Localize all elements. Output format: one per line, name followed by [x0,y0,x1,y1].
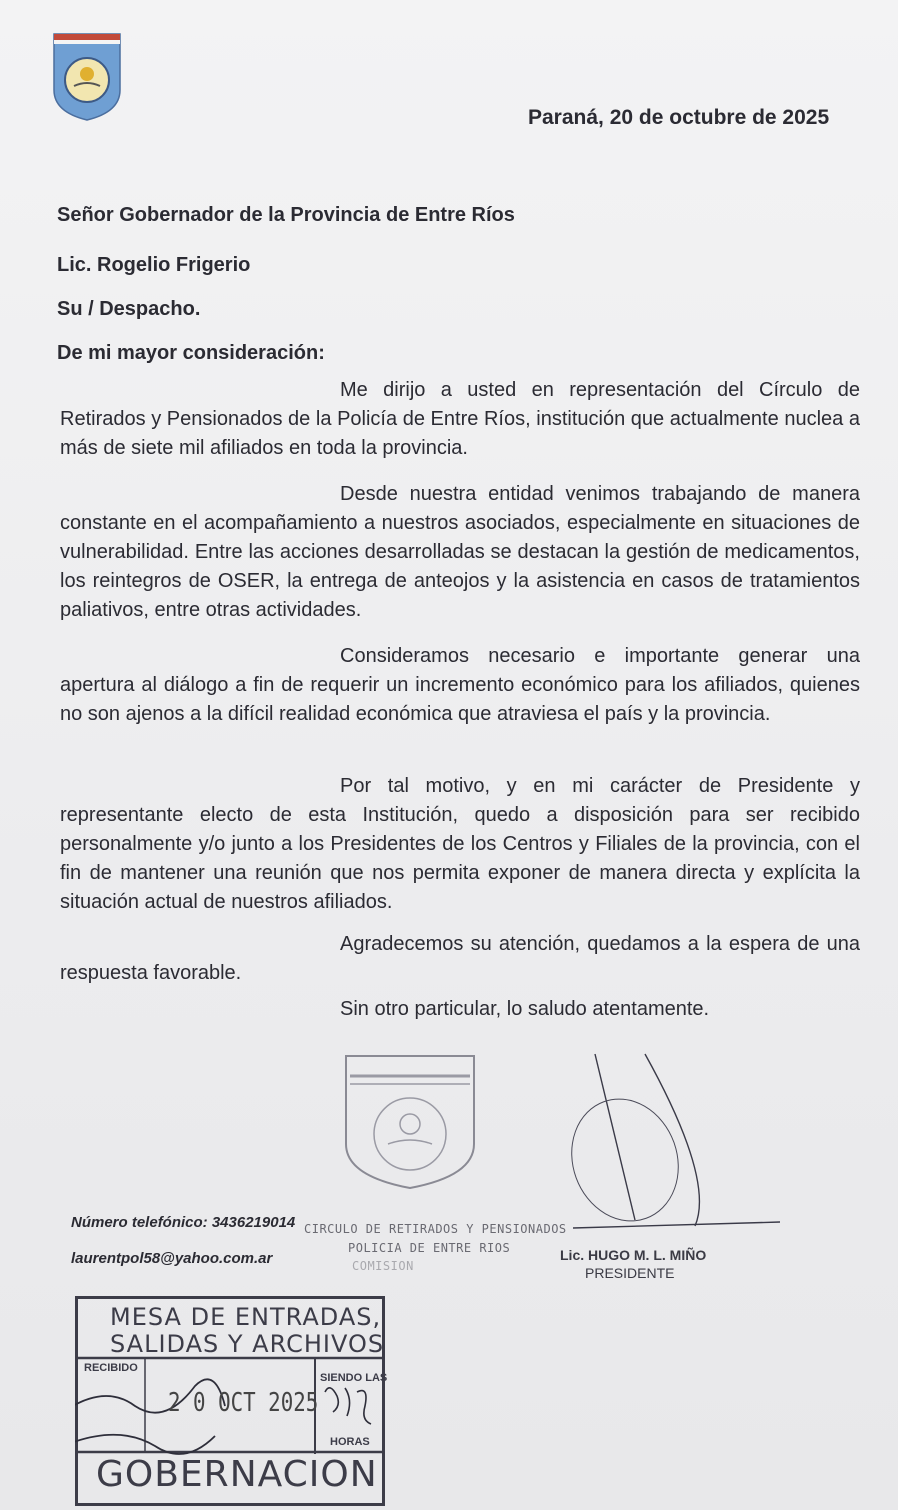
addressee-office: Su / Despacho. [57,298,201,320]
paragraph-4: Por tal motivo, y en mi carácter de Presidente y representante electo de esta Institución, quedo a disposición para ser recibido personalmente y/o junto a los Presidentes de los Centros y Filiales de la provincia, con el fin de mantener una reunión que nos permita exponer de manera directa y explícita la situación actual de nuestros afiliados. [60,775,860,913]
contact-email: laurentpol58@yahoo.com.ar [71,1250,273,1267]
stamp-received-label: RECIBIDO [84,1362,138,1374]
paragraph-5: Agradecemos su atención, quedamos a la espera de una respuesta favorable. [60,933,860,984]
institution-logo [52,30,122,122]
paragraph-2: Desde nuestra entidad venimos trabajando de manera constante en el acompañamiento a nuestros asociados, especialmente en situaciones de vulnerabilidad. Entre las acciones desarrolladas se destacan la gestión de medicamentos, los reintegros de OSER, la entrega de anteojos y la asistencia en casos de tratamientos paliativos, entre otras actividades. [60,483,860,621]
addressee-name: Lic. Rogelio Frigerio [57,254,251,276]
stamp-title-line-1: MESA DE ENTRADAS, [110,1303,382,1331]
signer-role: PRESIDENTE [585,1265,675,1281]
addressee-title: Señor Gobernador de la Provincia de Entre Ríos [57,204,515,226]
signer-name: Lic. HUGO M. L. MIÑO [560,1247,707,1263]
paragraph-3: Consideramos necesario e importante generar una apertura al diálogo a fin de requerir un incremento económico para los afiliados, quienes no son ajenos a la difícil realidad económica que atraviesa el país y la provincia. [60,645,860,725]
salutation: De mi mayor consideración: [57,342,325,364]
handwritten-signature [565,1050,785,1240]
seal-line-1: CIRCULO DE RETIRADOS Y PENSIONADOS [304,1222,567,1236]
stamp-hours-label: HORAS [330,1436,370,1448]
seal-line-3: COMISION [352,1259,414,1273]
paragraph-1: Me dirijo a usted en representación del Círculo de Retirados y Pensionados de la Policía de Entre Ríos, institución que actualmente nuclea a más de siete mil afiliados en toda la provincia. [60,379,860,459]
date-line: Paraná, 20 de octubre de 2025 [528,106,830,129]
institution-seal [340,1052,480,1192]
contact-phone: Número telefónico: 3436219014 [71,1214,296,1231]
stamp-title-line-2: SALIDAS Y ARCHIVOS [110,1330,385,1358]
stamp-time-label: SIENDO LAS [320,1372,388,1384]
stamp-office: GOBERNACION [96,1454,378,1495]
stamp-date: 2 0 OCT 2025 [168,1388,319,1418]
closing-line: Sin otro particular, lo saludo atentamente. [340,998,710,1020]
seal-line-2: POLICIA DE ENTRE RIOS [348,1241,511,1255]
